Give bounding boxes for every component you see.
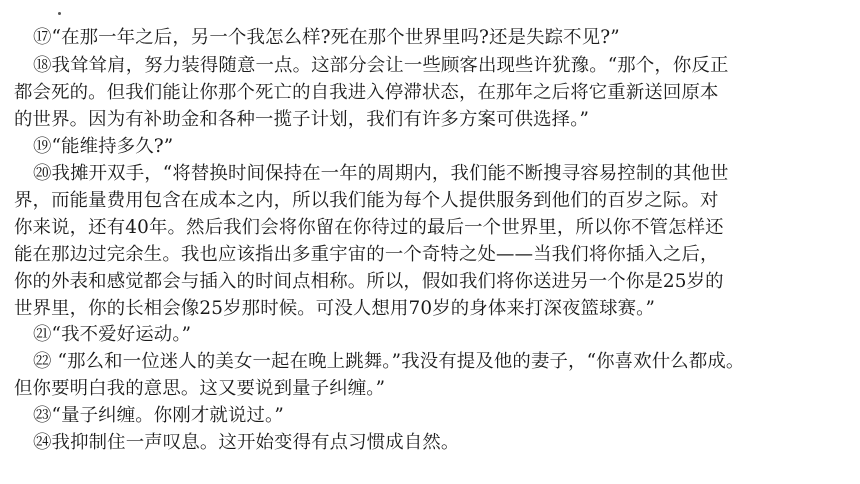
paragraph-17-line-1: ⑰“在那一年之后，另一个我怎么样?死在那个世界里吗?还是失踪不见?” (33, 27, 620, 48)
paragraph-20-line-2: 界，而能量费用包含在成本之内，所以我们能为每个人提供服务到他们的百岁之际。对 (14, 190, 719, 211)
paragraph-21-line-1: ㉑“我不爱好运动。” (33, 324, 192, 345)
paragraph-20-line-6: 世界里，你的长相会像25岁那时候。可没人想用70岁的身体来打深夜篮球赛。” (14, 298, 656, 319)
paragraph-20-line-1: ⑳我摊开双手，“将替换时间保持在一年的周期内，我们能不断搜寻容易控制的其他世 (33, 163, 729, 184)
paragraph-20-line-4: 能在那边过完余生。我也应该指出多重宇宙的一个奇特之处——当我们将你插入之后， (14, 244, 719, 265)
paragraph-18-line-1: ⑱我耸耸肩，努力装得随意一点。这部分会让一些顾客出现些许犹豫。“那个，你反正 (33, 55, 729, 76)
paragraph-22-line-1: ㉒ “那么和一位迷人的美女一起在晚上跳舞。”我没有提及他的妻子，“你喜欢什么都成。 (33, 351, 745, 372)
paragraph-22-line-2: 但你要明白我的意思。这又要说到量子纠缠。” (14, 378, 386, 399)
paragraph-20-line-3: 你来说，还有40年。然后我们会将你留在你待过的最后一个世界里，所以你不管怎样还 (14, 217, 724, 238)
paragraph-20-line-5: 你的外表和感觉都会与插入的时间点相称。所以，假如我们将你送进另一个你是25岁的 (14, 271, 724, 292)
paragraph-24-line-1: ㉔我抑制住一声叹息。这开始变得有点习惯成自然。 (33, 432, 460, 453)
paragraph-19-line-1: ⑲“能维持多久?” (33, 136, 174, 157)
paragraph-23-line-1: ㉓“量子纠缠。你刚才就说过。” (33, 405, 284, 426)
paragraph-18-line-3: 的世界。因为有补助金和各种一揽子计划，我们有许多方案可供选择。” (14, 109, 590, 130)
corner-mark (58, 12, 61, 15)
paragraph-18-line-2: 都会死的。但我们能让你那个死亡的自我进入停滞状态，在那年之后将它重新送回原本 (14, 82, 719, 103)
